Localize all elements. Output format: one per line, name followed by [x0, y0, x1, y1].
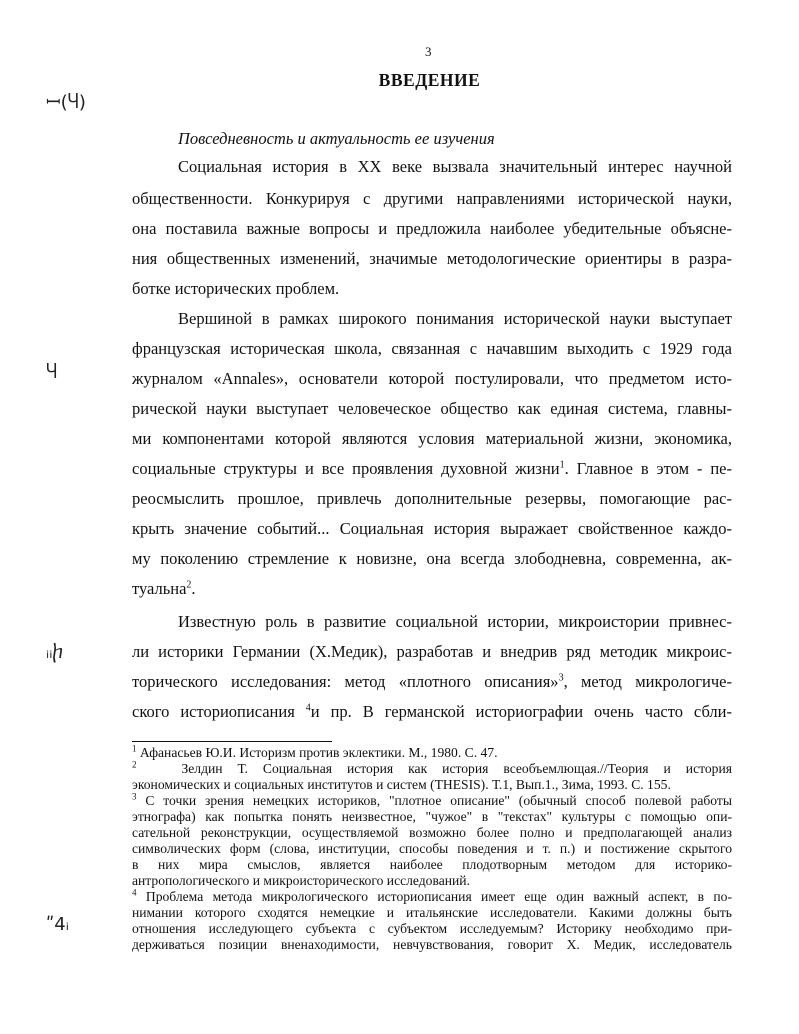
footnote-number: 2: [132, 759, 137, 770]
footnote-text: С точки зрения немецких историков, "плотное описание" (обычный способ полевой работы: [145, 793, 732, 808]
line-text: и пр. В германской историографии очень часто сбли-: [310, 702, 732, 721]
footnote-ref: 3: [558, 672, 564, 684]
footnote-line: символических форм (слова, институции, способы поведения и т. п.) и постижение скрытого: [132, 841, 732, 856]
page-heading: [0, 70, 799, 91]
footnote-number: 4: [132, 887, 137, 898]
section-title: Повседневность и актуальность ее изучения: [178, 129, 495, 148]
body-line: Вершиной в рамках широкого понимания исторической науки выступает: [178, 309, 732, 328]
margin-mark: Ⴗ: [46, 362, 58, 383]
footnote-line: этнографа) как попытка понять неизвестное, "чужое" в "текстах" культуры с помощью опи-: [132, 809, 732, 824]
body-line: [132, 459, 732, 479]
body-line: ми компонентами которой являются условия материальной жизни, экономика,: [132, 429, 732, 448]
body-line: она поставила важные вопросы и предложила наиболее убедительные объясне-: [132, 219, 732, 238]
footnote-line: [132, 793, 732, 809]
line-text: .: [191, 579, 196, 598]
body-line: реосмыслить прошлое, привлечь дополнительные резервы, помогающие рас-: [132, 489, 732, 508]
footnote-text: Афанасьев Ю.И. Историзм против эклектики. М., 1980. С. 47.: [139, 745, 498, 760]
body-line: рической науки выступает человеческое общество как единая система, главны-: [132, 399, 732, 418]
margin-mark: ꟷ(Ⴗ): [46, 92, 86, 113]
footnote-number: 3: [132, 791, 137, 802]
footnote-ref: 4: [305, 702, 311, 714]
footnote-rule: [132, 741, 332, 742]
body-line: ли историки Германии (Х.Медик), разработав и внедрив ряд методик микроис-: [132, 642, 732, 661]
footnote-text: Проблема метода микрологического историописания имеет еще один важный аспект, в по-: [145, 889, 732, 904]
footnote-ref: 1: [559, 459, 565, 471]
body-line: [132, 579, 732, 599]
body-line: журналом «Annales», основатели которой постулировали, что предметом исто-: [132, 369, 732, 388]
body-line: Социальная история в XX веке вызвала значительный интерес научной: [178, 157, 732, 176]
footnote-line: в них мира смыслов, является наиболее плодотворным методом для историко-: [132, 857, 732, 872]
footnote-text: Зелдин Т. Социальная история как история всеобъемлющая.//Теория и история: [181, 761, 732, 776]
line-text: социальные структуры и все проявления духовной жизни: [132, 459, 560, 478]
line-text: ского историописания: [132, 702, 306, 721]
body-line: общественности. Конкурируя с другими направлениями исторической науки,: [132, 189, 732, 208]
footnote-line: экономических и социальных институтов и систем (THESIS). Т.1, Вып.1., Зима, 1993. С. 155.: [132, 777, 671, 792]
body-line: му поколению стремление к новизне, она всегда злободневна, современна, ак-: [132, 549, 732, 568]
line-text: торического исследования: метод «плотного описания»: [132, 672, 559, 691]
footnote-line: нимании которого сходятся немецкие и итальянские исследователи. Какими должны быть: [132, 905, 732, 920]
footnote-line: держиваться позиции вненаходимости, невчувствования, говорит Х. Медик, исследователь: [132, 937, 732, 952]
body-line: ботке исторических проблем.: [132, 279, 340, 298]
footnote-line: антропологического и микроисторического исследований.: [132, 873, 470, 888]
margin-mark: ʺ4ᵢ: [46, 914, 69, 935]
footnote-line: сательной реконструкции, осуществляемой возможно более полно и предполагающей анализ: [132, 825, 732, 840]
footnote-number: 1: [132, 743, 137, 754]
body-line: крыть значение событий... Социальная история выражает свойственное каждо-: [132, 519, 732, 538]
footnote-line: [132, 745, 732, 761]
footnote-ref: 2: [186, 579, 192, 591]
body-line: Известную роль в развитие социальной истории, микроистории привнес-: [178, 612, 732, 631]
body-line: [132, 672, 732, 692]
line-text: . Главное в этом - пе-: [564, 459, 732, 478]
body-line: [132, 702, 732, 722]
heading-text: ВВЕДЕНИЕ: [378, 70, 481, 90]
footnote-line: [132, 761, 732, 777]
line-text: туальна: [132, 579, 187, 598]
body-line: ния общественных изменений, значимые методологические ориентиры в разра-: [132, 249, 732, 268]
line-text: , метод микрологиче-: [563, 672, 732, 691]
footnote-line: [132, 889, 732, 905]
footnote-line: отношения исследующего субъекта с субъектом исследуемым? Историку необходимо при-: [132, 921, 732, 936]
margin-mark: ᵢᵢⴙ: [46, 642, 64, 663]
body-line: французская историческая школа, связанная с начавшим выходить с 1929 года: [132, 339, 732, 358]
page-number: 3: [425, 44, 432, 59]
